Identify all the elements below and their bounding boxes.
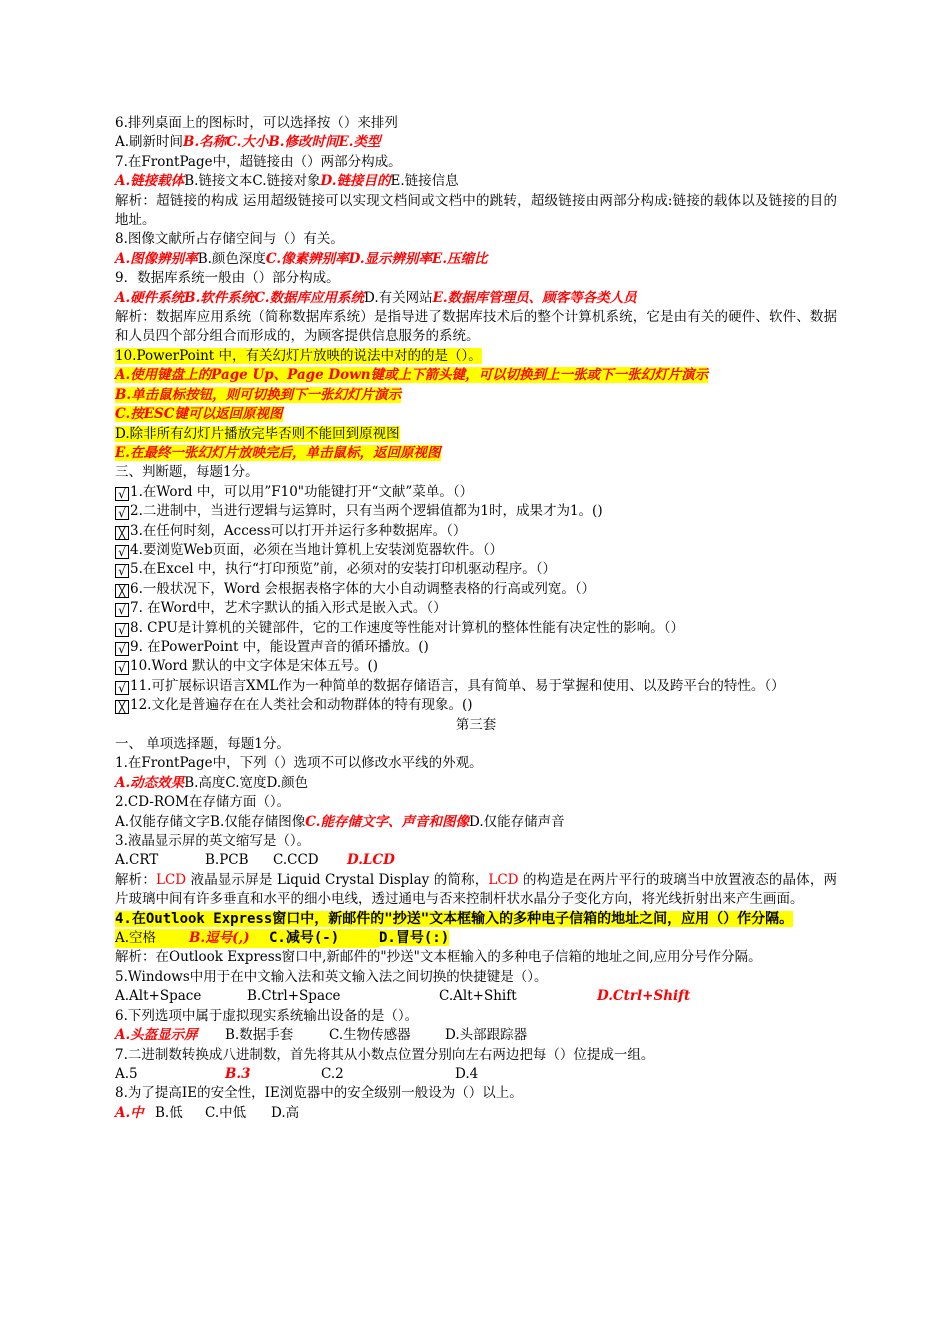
answer-line: A.CRT B.PCB C.CCD D.LCD (115, 852, 395, 869)
correct-answer: C.能存储文字、声音和图像 (305, 813, 469, 830)
answer-line: A.头盔显示屏 B.数据手套 C.生物传感器 D.头部跟踪器 (115, 1026, 837, 1045)
set-title: 第三套 (455, 716, 497, 733)
cross-mark-icon: ╳ (115, 526, 129, 540)
correct-answer: C.像素辨别率D.显示辨别率E.压缩比 (265, 250, 488, 267)
option-text: B.链接文本C.链接对象 (184, 173, 321, 190)
question-text: 2.CD-ROM在存储方面（）。 (115, 794, 291, 811)
section-heading: 三、判断题，每题1分。 (115, 464, 259, 481)
answer-line (115, 250, 837, 269)
check-mark-icon: √ (115, 661, 129, 675)
correct-answer: A.动态效果 (115, 774, 185, 791)
option-text: D.仅能存储声音 (468, 813, 565, 830)
highlighted-answer-line: A.空格 B.逗号(,) C.减号(-) D.冒号(:) (115, 929, 837, 948)
judge-item (115, 638, 837, 657)
judge-item (115, 677, 837, 696)
question-text: 7.在FrontPage中，超链接由（）两部分构成。 (115, 153, 402, 170)
question-text: 6.排列桌面上的图标时，可以选择按（）来排列 (115, 115, 398, 131)
answer-line: A.5 B.3 C.2 D.4 (115, 1065, 837, 1084)
judge-item (115, 657, 837, 676)
judge-text: 4.要浏览Web页面，必须在当地计算机上安装浏览器软件。（） (130, 541, 504, 558)
correct-answer: A.头盔显示屏 (115, 1027, 198, 1044)
answer-line (115, 289, 837, 308)
judge-text: 10.Word 默认的中文字体是宋体五号。() (130, 658, 378, 675)
explanation: 解析：LCD 液晶显示屏是 Liquid Crystal Display 的简称，LCD 的构造是在两片平行的玻璃当中放置液态的晶体，两片玻璃中间有许多垂直和水平的细小电线，透过通电与否来控制杆状水晶分子变化方向，将光线折射出来产生画面。 (115, 871, 837, 908)
judge-text: 6.一般状况下，Word 会根据表格字体的大小自动调整表格的行高或列宽。（） (130, 580, 596, 597)
check-mark-icon: √ (115, 623, 129, 637)
judge-item (115, 541, 837, 560)
document-page (115, 114, 837, 1123)
judge-text: 12.文化是普遍存在在人类社会和动物群体的特有现象。() (130, 697, 473, 714)
judge-list (115, 483, 837, 716)
judge-text: 3.在任何时刻，Access可以打开并运行多种数据库。（） (130, 522, 467, 539)
answer-line (115, 813, 837, 832)
highlighted-answer: C.按ESC键可以返回原视图 (115, 406, 283, 423)
correct-answer: A.中 (115, 1104, 144, 1121)
question-text: 8.图像文献所占存储空间与（）有关。 (115, 231, 344, 248)
judge-item (115, 522, 837, 541)
question-text: 6.下列选项中属于虚拟现实系统输出设备的是（）。 (115, 1007, 419, 1024)
judge-item (115, 580, 837, 599)
judge-item (115, 599, 837, 618)
correct-answer: D.Ctrl+Shift (597, 988, 691, 1005)
section-heading: 一、 单项选择题，每题1分。 (115, 736, 290, 752)
judge-text: 8. CPU是计算机的关键部件，它的工作速度等性能对计算机的整体性能有决定性的影响。（） (130, 619, 684, 636)
judge-text: 11.可扩展标识语言XML作为一种简单的数据存储语言，具有简单、易于掌握和使用、以及跨平台的特性。（） (130, 677, 785, 694)
correct-answer: B.名称C.大小B.修改时间E.类型 (183, 134, 381, 151)
highlighted-answer: E.在最终一张幻灯片放映完后，单击鼠标，返回原视图 (115, 444, 441, 461)
correct-answer: B.3 (225, 1065, 251, 1082)
option-text: E.链接信息 (390, 173, 459, 190)
check-mark-icon: √ (115, 487, 129, 501)
highlighted-question: 10.PowerPoint 中，有关幻灯片放映的说法中对的的是（）。 (115, 347, 482, 364)
judge-text: 7. 在Word中，艺术字默认的插入形式是嵌入式。（） (130, 600, 447, 617)
correct-answer: E.数据库管理员、顾客等各类人员 (432, 289, 637, 306)
correct-answer: A.图像辨别率 (115, 250, 198, 267)
highlighted-answer: A.使用键盘上的Page Up、Page Down键或上下箭头键，可以切换到上一张或下一张幻灯片演示 (115, 367, 709, 384)
check-mark-icon: √ (115, 642, 129, 656)
answer-line: A.中 B.低 C.中低 D.高 (115, 1104, 837, 1123)
correct-answer: D.链接目的 (320, 173, 391, 190)
answer-line (115, 133, 837, 152)
cross-mark-icon: ╳ (115, 584, 129, 598)
correct-answer: D.LCD (347, 852, 395, 869)
correct-answer: A.链接载体 (115, 173, 185, 190)
highlighted-question: 4.在Outlook Express窗口中，新邮件的"抄送"文本框输入的多种电子信箱的地址之间，应用（）作分隔。 (115, 910, 794, 927)
highlighted-answer: B.单击鼠标按钮，则可切换到下一张幻灯片演示 (115, 386, 402, 403)
question-text: 5.Windows中用于在中文输入法和英文输入法之间切换的快捷键是（）。 (115, 968, 548, 985)
check-mark-icon: √ (115, 681, 129, 695)
answer-line (115, 774, 837, 793)
judge-item (115, 560, 837, 579)
question-text: 1.在FrontPage中，下列（）选项不可以修改水平线的外观。 (115, 755, 483, 772)
judge-item (115, 502, 837, 521)
check-mark-icon: √ (115, 564, 129, 578)
judge-text: 1.在Word 中，可以用”F10"功能键打开“文献”菜单。（） (130, 483, 474, 500)
judge-text: 5.在Excel 中，执行“打印预览”前，必须对的安装打印机驱动程序。（） (130, 561, 557, 578)
check-mark-icon: √ (115, 603, 129, 617)
judge-text: 2.二进制中，当进行逻辑与运算时，只有当两个逻辑值都为1时，成果才为1。() (130, 503, 603, 520)
cross-mark-icon: ╳ (115, 700, 129, 714)
correct-answer: B.逗号(,) (189, 929, 269, 948)
question-text: 7.二进制数转换成八进制数，首先将其从小数点位置分别向左右两边把每（）位提成一组。 (115, 1046, 655, 1063)
question-text: 9．数据库系统一般由（）部分构成。 (115, 270, 340, 287)
question-text: 3.液晶显示屏的英文缩写是（）。 (115, 833, 311, 850)
question-text: 8.为了提高IE的安全性，IE浏览器中的安全级别一般设为（）以上。 (115, 1085, 523, 1102)
judge-item (115, 619, 837, 638)
option-text: A.刷新时间 (115, 134, 184, 151)
option-text: B.颜色深度 (197, 250, 266, 267)
option-text: B.高度C.宽度D.颜色 (184, 774, 309, 791)
judge-text: 9. 在PowerPoint 中，能设置声音的循环播放。() (130, 638, 429, 655)
judge-item (115, 483, 837, 502)
option-text: D.有关网站 (364, 289, 433, 306)
judge-item (115, 696, 837, 715)
highlighted-option: D.除非所有幻灯片播放完毕否则不能回到原视图 (115, 425, 400, 442)
correct-answer: A.硬件系统B.软件系统C.数据库应用系统 (115, 289, 364, 306)
explanation: 解析：超链接的构成 运用超级链接可以实现文档间或文档中的跳转，超级链接由两部分构成:链接的载体以及链接的目的地址。 (115, 192, 837, 229)
option-text: A.仅能存储文字B.仅能存储图像 (115, 813, 306, 830)
explanation: 解析：数据库应用系统（简称数据库系统）是指导进了数据库技术后的整个计算机系统，它是由有关的硬件、软件、数据和人员四个部分组合而形成的，为顾客提供信息服务的系统。 (115, 309, 837, 345)
answer-line: A.Alt+Space B.Ctrl+Space C.Alt+Shift D.Ctrl+Shift (115, 988, 691, 1005)
check-mark-icon: √ (115, 545, 129, 559)
explanation: 解析：在Outlook Express窗口中,新邮件的"抄送"文本框输入的多种电子信箱的地址之间,应用分号作分隔。 (115, 949, 762, 966)
answer-line (115, 172, 837, 191)
check-mark-icon: √ (115, 506, 129, 520)
